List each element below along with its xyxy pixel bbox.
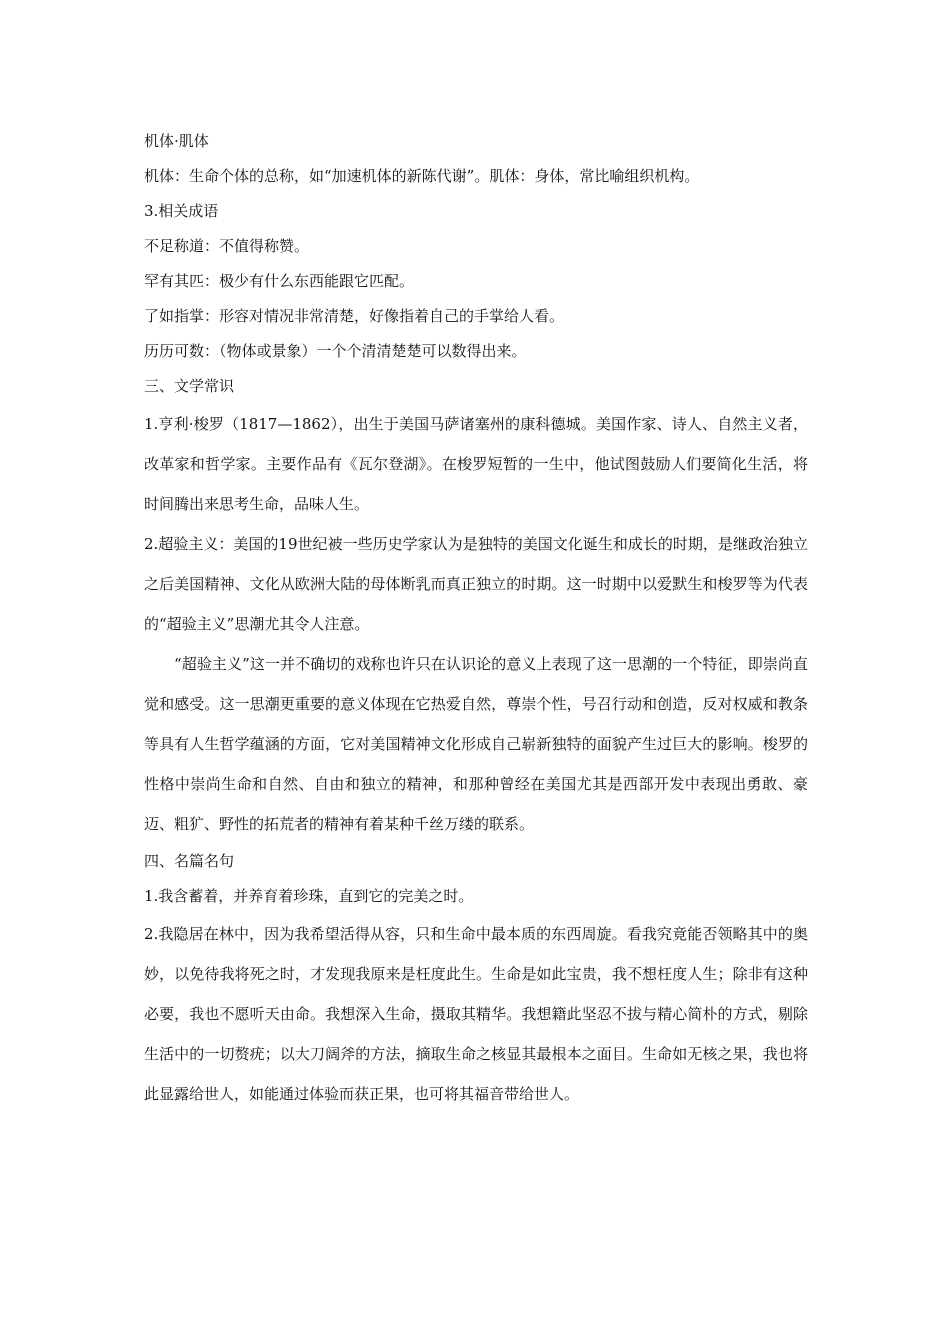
section-heading-idioms: 3.相关成语 [144, 202, 219, 220]
document-body [144, 124, 808, 1114]
idiom-lilikeshu: 历历可数：（物体或景象）一个个清清楚楚可以数得出来。 [144, 342, 527, 360]
quote-2: 2.我隐居在林中，因为我希望活得从容，只和生命中最本质的东西周旋。看我究竟能否领略其中的奥妙，以免待我将死之时，才发现我原来是枉度此生。生命是如此宝贵，我不想枉度人生；除非有这种必要，我也不愿听天由命。我想深入生命，摄取其精华。我想籍此坚忍不拔与精心简朴的方式，剔除生活中的一切赘疣；以大刀阔斧的方法，摘取生命之核显其最根本之面目。生命如无核之果，我也将此显露给世人，如能通过体验而获正果，也可将其福音带给世人。 [144, 925, 808, 1103]
paragraph-transcendentalism-feature: “超验主义”这一并不确切的戏称也许只在认识论的意义上表现了这一思潮的一个特征，即崇尚直觉和感受。这一思潮更重要的意义体现在它热爱自然，尊崇个性，号召行动和创造，反对权威和教条等具有人生哲学蕴涵的方面，它对美国精神文化形成自己崭新独特的面貌产生过巨大的影响。梭罗的性格中崇尚生命和自然、自由和独立的精神，和那种曾经在美国尤其是西部开发中表现出勇敢、豪迈、粗犷、野性的拓荒者的精神有着某种千丝万缕的联系。 [144, 655, 808, 833]
quote-1: 1.我含蓄着，并养育着珍珠，直到它的完美之时。 [144, 887, 474, 905]
idiom-liaoruzhizhang: 了如指掌：形容对情况非常清楚，好像指着自己的手掌给人看。 [144, 307, 565, 325]
idiom-hanyouqipi: 罕有其匹：极少有什么东西能跟它匹配。 [144, 272, 415, 290]
section-heading-quotes: 四、名篇名句 [144, 852, 235, 870]
term-definition-jiti: 机体：生命个体的总称，如“加速机体的新陈代谢”。肌体：身体，常比喻组织机构。 [144, 167, 700, 185]
term-heading-jiti: 机体·肌体 [144, 132, 209, 150]
paragraph-thoreau-bio: 1.亨利·梭罗（1817—1862），出生于美国马萨诸塞州的康科德城。美国作家、诗人、自然主义者，改革家和哲学家。主要作品有《瓦尔登湖》。在梭罗短暂的一生中，他试图鼓励人们要简化生活，将时间腾出来思考生命，品味人生。 [144, 415, 808, 513]
section-heading-literature: 三、文学常识 [144, 377, 235, 395]
paragraph-transcendentalism: 2.超验主义：美国的19世纪被一些历史学家认为是独特的美国文化诞生和成长的时期，是继政治独立之后美国精神、文化从欧洲大陆的母体断乳而真正独立的时期。这一时期中以爱默生和梭罗等为代表的“超验主义”思潮尤其令人注意。 [144, 535, 808, 633]
idiom-buzuchengdao: 不足称道：不值得称赞。 [144, 237, 310, 255]
